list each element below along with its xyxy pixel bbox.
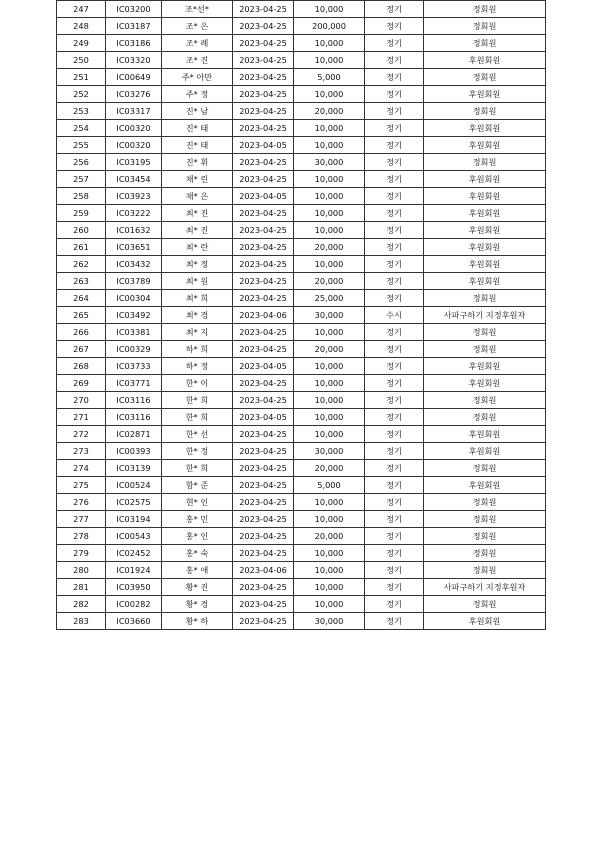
member-category-cell: 정회원	[424, 511, 546, 528]
donor-name-cell: 진* 남	[162, 103, 233, 120]
amount-cell: 10,000	[294, 358, 365, 375]
donor-name-cell: 최* 진	[162, 205, 233, 222]
donation-type-cell: 정기	[365, 426, 424, 443]
member-category-cell: 후원회원	[424, 120, 546, 137]
donation-date-cell: 2023-04-25	[233, 86, 294, 103]
donor-name-cell: 조* 은	[162, 18, 233, 35]
table-row	[57, 307, 546, 324]
donation-date-cell: 2023-04-25	[233, 443, 294, 460]
donor-id-cell: IC03950	[106, 579, 162, 596]
table-row	[57, 154, 546, 171]
donor-name-cell: 하* 희	[162, 341, 233, 358]
donation-date-cell: 2023-04-25	[233, 392, 294, 409]
amount-cell: 10,000	[294, 511, 365, 528]
row-number-cell: 259	[57, 205, 106, 222]
row-number-cell: 260	[57, 222, 106, 239]
row-number-cell: 275	[57, 477, 106, 494]
donor-table-body	[57, 1, 546, 630]
donor-name-cell: 한* 희	[162, 392, 233, 409]
row-number-cell: 255	[57, 137, 106, 154]
member-category-cell: 정회원	[424, 460, 546, 477]
table-row	[57, 392, 546, 409]
row-number-cell: 272	[57, 426, 106, 443]
donor-id-cell: IC01924	[106, 562, 162, 579]
donor-id-cell: IC00543	[106, 528, 162, 545]
donor-id-cell: IC03492	[106, 307, 162, 324]
donation-date-cell: 2023-04-25	[233, 18, 294, 35]
donor-name-cell: 채* 은	[162, 188, 233, 205]
amount-cell: 200,000	[294, 18, 365, 35]
donor-id-cell: IC03660	[106, 613, 162, 630]
donor-id-cell: IC00320	[106, 137, 162, 154]
amount-cell: 20,000	[294, 460, 365, 477]
amount-cell: 10,000	[294, 86, 365, 103]
row-number-cell: 262	[57, 256, 106, 273]
amount-cell: 10,000	[294, 494, 365, 511]
table-row	[57, 256, 546, 273]
member-category-cell: 정회원	[424, 341, 546, 358]
donor-id-cell: IC03222	[106, 205, 162, 222]
donor-name-cell: 주* 아만	[162, 69, 233, 86]
donor-name-cell: 최* 정	[162, 256, 233, 273]
table-row	[57, 579, 546, 596]
table-row	[57, 545, 546, 562]
member-category-cell: 정회원	[424, 103, 546, 120]
row-number-cell: 250	[57, 52, 106, 69]
amount-cell: 20,000	[294, 103, 365, 120]
donation-type-cell: 정기	[365, 222, 424, 239]
amount-cell: 10,000	[294, 256, 365, 273]
donation-date-cell: 2023-04-25	[233, 579, 294, 596]
donor-name-cell: 황* 진	[162, 579, 233, 596]
amount-cell: 20,000	[294, 273, 365, 290]
donor-id-cell: IC03651	[106, 239, 162, 256]
row-number-cell: 256	[57, 154, 106, 171]
member-category-cell: 후원회원	[424, 205, 546, 222]
donation-type-cell: 정기	[365, 52, 424, 69]
donor-name-cell: 한* 정	[162, 443, 233, 460]
member-category-cell: 정회원	[424, 392, 546, 409]
amount-cell: 10,000	[294, 120, 365, 137]
donation-type-cell: 정기	[365, 460, 424, 477]
table-row	[57, 324, 546, 341]
member-category-cell: 정회원	[424, 69, 546, 86]
donation-type-cell: 정기	[365, 375, 424, 392]
table-row	[57, 120, 546, 137]
amount-cell: 10,000	[294, 392, 365, 409]
donation-type-cell: 정기	[365, 511, 424, 528]
table-row	[57, 137, 546, 154]
donor-name-cell: 최* 희	[162, 290, 233, 307]
table-row	[57, 52, 546, 69]
donor-name-cell: 주* 정	[162, 86, 233, 103]
donation-type-cell: 정기	[365, 239, 424, 256]
donation-type-cell: 정기	[365, 613, 424, 630]
table-row	[57, 86, 546, 103]
row-number-cell: 274	[57, 460, 106, 477]
table-row	[57, 443, 546, 460]
donor-name-cell: 채* 린	[162, 171, 233, 188]
donation-date-cell: 2023-04-25	[233, 290, 294, 307]
amount-cell: 10,000	[294, 137, 365, 154]
donation-date-cell: 2023-04-05	[233, 188, 294, 205]
donation-type-cell: 정기	[365, 256, 424, 273]
table-row	[57, 290, 546, 307]
amount-cell: 30,000	[294, 443, 365, 460]
member-category-cell: 후원회원	[424, 273, 546, 290]
member-category-cell: 정회원	[424, 18, 546, 35]
donor-name-cell: 홍* 숙	[162, 545, 233, 562]
amount-cell: 30,000	[294, 154, 365, 171]
donor-id-cell: IC03194	[106, 511, 162, 528]
donor-name-cell: 한* 선	[162, 426, 233, 443]
donation-type-cell: 정기	[365, 86, 424, 103]
member-category-cell: 정회원	[424, 324, 546, 341]
donation-date-cell: 2023-04-25	[233, 460, 294, 477]
donor-id-cell: IC00329	[106, 341, 162, 358]
row-number-cell: 271	[57, 409, 106, 426]
row-number-cell: 266	[57, 324, 106, 341]
donation-date-cell: 2023-04-25	[233, 596, 294, 613]
amount-cell: 20,000	[294, 528, 365, 545]
amount-cell: 30,000	[294, 307, 365, 324]
member-category-cell: 후원회원	[424, 443, 546, 460]
member-category-cell: 정회원	[424, 409, 546, 426]
row-number-cell: 253	[57, 103, 106, 120]
donation-type-cell: 정기	[365, 579, 424, 596]
donation-type-cell: 정기	[365, 273, 424, 290]
member-category-cell: 정회원	[424, 562, 546, 579]
donor-id-cell: IC03381	[106, 324, 162, 341]
amount-cell: 10,000	[294, 562, 365, 579]
row-number-cell: 263	[57, 273, 106, 290]
amount-cell: 30,000	[294, 613, 365, 630]
table-row	[57, 239, 546, 256]
table-row	[57, 273, 546, 290]
amount-cell: 10,000	[294, 579, 365, 596]
donation-type-cell: 정기	[365, 392, 424, 409]
row-number-cell: 265	[57, 307, 106, 324]
row-number-cell: 283	[57, 613, 106, 630]
row-number-cell: 254	[57, 120, 106, 137]
donation-type-cell: 정기	[365, 205, 424, 222]
donor-id-cell: IC00524	[106, 477, 162, 494]
row-number-cell: 276	[57, 494, 106, 511]
member-category-cell: 후원회원	[424, 613, 546, 630]
donation-date-cell: 2023-04-06	[233, 307, 294, 324]
member-category-cell: 후원회원	[424, 86, 546, 103]
donation-date-cell: 2023-04-25	[233, 103, 294, 120]
donation-date-cell: 2023-04-05	[233, 409, 294, 426]
donation-type-cell: 정기	[365, 120, 424, 137]
donor-id-cell: IC03276	[106, 86, 162, 103]
row-number-cell: 257	[57, 171, 106, 188]
amount-cell: 20,000	[294, 239, 365, 256]
table-row	[57, 562, 546, 579]
table-row	[57, 205, 546, 222]
member-category-cell: 후원회원	[424, 239, 546, 256]
donation-date-cell: 2023-04-06	[233, 562, 294, 579]
donor-name-cell: 최* 진	[162, 222, 233, 239]
amount-cell: 5,000	[294, 69, 365, 86]
amount-cell: 10,000	[294, 375, 365, 392]
table-row	[57, 171, 546, 188]
amount-cell: 10,000	[294, 222, 365, 239]
row-number-cell: 279	[57, 545, 106, 562]
donation-date-cell: 2023-04-25	[233, 171, 294, 188]
amount-cell: 25,000	[294, 290, 365, 307]
amount-cell: 10,000	[294, 1, 365, 18]
donor-name-cell: 홍* 인	[162, 528, 233, 545]
row-number-cell: 278	[57, 528, 106, 545]
member-category-cell: 정회원	[424, 494, 546, 511]
row-number-cell: 267	[57, 341, 106, 358]
donor-name-cell: 진* 태	[162, 137, 233, 154]
amount-cell: 10,000	[294, 596, 365, 613]
donation-type-cell: 정기	[365, 188, 424, 205]
table-row	[57, 222, 546, 239]
donation-type-cell: 정기	[365, 528, 424, 545]
row-number-cell: 249	[57, 35, 106, 52]
row-number-cell: 281	[57, 579, 106, 596]
donor-name-cell: 진* 태	[162, 120, 233, 137]
amount-cell: 5,000	[294, 477, 365, 494]
donation-type-cell: 수시	[365, 307, 424, 324]
donation-type-cell: 정기	[365, 69, 424, 86]
donor-name-cell: 한* 희	[162, 409, 233, 426]
member-category-cell: 정회원	[424, 596, 546, 613]
table-row	[57, 341, 546, 358]
donation-type-cell: 정기	[365, 443, 424, 460]
row-number-cell: 268	[57, 358, 106, 375]
donation-date-cell: 2023-04-25	[233, 545, 294, 562]
donor-id-cell: IC02452	[106, 545, 162, 562]
donor-id-cell: IC03454	[106, 171, 162, 188]
donation-date-cell: 2023-04-25	[233, 1, 294, 18]
table-row	[57, 103, 546, 120]
donor-name-cell: 조*선*	[162, 1, 233, 18]
donor-id-cell: IC00649	[106, 69, 162, 86]
donor-name-cell: 최* 원	[162, 273, 233, 290]
table-row	[57, 613, 546, 630]
donation-type-cell: 정기	[365, 137, 424, 154]
member-category-cell: 사파구하기 지정후원자	[424, 579, 546, 596]
donor-name-cell: 홍* 민	[162, 511, 233, 528]
table-row	[57, 426, 546, 443]
donation-date-cell: 2023-04-05	[233, 358, 294, 375]
donor-id-cell: IC00393	[106, 443, 162, 460]
donation-date-cell: 2023-04-25	[233, 239, 294, 256]
row-number-cell: 277	[57, 511, 106, 528]
row-number-cell: 280	[57, 562, 106, 579]
table-row	[57, 69, 546, 86]
row-number-cell: 258	[57, 188, 106, 205]
donation-type-cell: 정기	[365, 477, 424, 494]
donor-id-cell: IC03771	[106, 375, 162, 392]
donation-date-cell: 2023-04-25	[233, 477, 294, 494]
amount-cell: 10,000	[294, 35, 365, 52]
donor-id-cell: IC03432	[106, 256, 162, 273]
donor-name-cell: 조* 례	[162, 35, 233, 52]
donation-type-cell: 정기	[365, 562, 424, 579]
donor-name-cell: 최* 지	[162, 324, 233, 341]
row-number-cell: 282	[57, 596, 106, 613]
donor-name-cell: 최* 경	[162, 307, 233, 324]
donor-id-cell: IC03317	[106, 103, 162, 120]
donation-type-cell: 정기	[365, 18, 424, 35]
table-row	[57, 460, 546, 477]
table-row	[57, 528, 546, 545]
member-category-cell: 사파구하기 지정후원자	[424, 307, 546, 324]
amount-cell: 10,000	[294, 324, 365, 341]
donor-id-cell: IC03923	[106, 188, 162, 205]
member-category-cell: 정회원	[424, 1, 546, 18]
donation-type-cell: 정기	[365, 35, 424, 52]
donation-type-cell: 정기	[365, 596, 424, 613]
table-row	[57, 375, 546, 392]
donor-name-cell: 한* 희	[162, 460, 233, 477]
donation-date-cell: 2023-04-25	[233, 426, 294, 443]
donor-id-cell: IC03195	[106, 154, 162, 171]
donor-id-cell: IC00320	[106, 120, 162, 137]
member-category-cell: 후원회원	[424, 188, 546, 205]
donor-id-cell: IC03116	[106, 409, 162, 426]
donation-type-cell: 정기	[365, 358, 424, 375]
donor-name-cell: 한* 이	[162, 375, 233, 392]
donation-date-cell: 2023-04-25	[233, 205, 294, 222]
row-number-cell: 273	[57, 443, 106, 460]
donor-id-cell: IC03187	[106, 18, 162, 35]
member-category-cell: 후원회원	[424, 137, 546, 154]
amount-cell: 10,000	[294, 426, 365, 443]
table-row	[57, 511, 546, 528]
table-row	[57, 596, 546, 613]
member-category-cell: 후원회원	[424, 256, 546, 273]
member-category-cell: 후원회원	[424, 426, 546, 443]
donor-id-cell: IC03733	[106, 358, 162, 375]
donor-id-cell: IC01632	[106, 222, 162, 239]
amount-cell: 10,000	[294, 188, 365, 205]
member-category-cell: 후원회원	[424, 358, 546, 375]
amount-cell: 20,000	[294, 341, 365, 358]
donation-type-cell: 정기	[365, 409, 424, 426]
donor-id-cell: IC00282	[106, 596, 162, 613]
donation-date-cell: 2023-04-25	[233, 154, 294, 171]
donor-id-cell: IC00304	[106, 290, 162, 307]
row-number-cell: 248	[57, 18, 106, 35]
table-row	[57, 358, 546, 375]
amount-cell: 10,000	[294, 52, 365, 69]
row-number-cell: 252	[57, 86, 106, 103]
member-category-cell: 정회원	[424, 528, 546, 545]
donation-type-cell: 정기	[365, 324, 424, 341]
donation-date-cell: 2023-04-25	[233, 120, 294, 137]
member-category-cell: 정회원	[424, 154, 546, 171]
row-number-cell: 269	[57, 375, 106, 392]
donation-date-cell: 2023-04-25	[233, 613, 294, 630]
row-number-cell: 264	[57, 290, 106, 307]
donation-date-cell: 2023-04-25	[233, 528, 294, 545]
donor-id-cell: IC02575	[106, 494, 162, 511]
row-number-cell: 270	[57, 392, 106, 409]
donor-id-cell: IC02871	[106, 426, 162, 443]
donation-date-cell: 2023-04-05	[233, 137, 294, 154]
donor-id-cell: IC03200	[106, 1, 162, 18]
donation-type-cell: 정기	[365, 494, 424, 511]
member-category-cell: 정회원	[424, 545, 546, 562]
donor-name-cell: 황* 하	[162, 613, 233, 630]
table-row	[57, 477, 546, 494]
table-row	[57, 35, 546, 52]
row-number-cell: 251	[57, 69, 106, 86]
donation-date-cell: 2023-04-25	[233, 69, 294, 86]
donor-name-cell: 황* 경	[162, 596, 233, 613]
amount-cell: 10,000	[294, 409, 365, 426]
donation-date-cell: 2023-04-25	[233, 52, 294, 69]
donation-date-cell: 2023-04-25	[233, 35, 294, 52]
donor-id-cell: IC03139	[106, 460, 162, 477]
donation-date-cell: 2023-04-25	[233, 222, 294, 239]
donor-name-cell: 함* 준	[162, 477, 233, 494]
donor-id-cell: IC03789	[106, 273, 162, 290]
donation-type-cell: 정기	[365, 103, 424, 120]
donation-date-cell: 2023-04-25	[233, 375, 294, 392]
donor-name-cell: 하* 정	[162, 358, 233, 375]
donation-date-cell: 2023-04-25	[233, 273, 294, 290]
table-row	[57, 188, 546, 205]
member-category-cell: 후원회원	[424, 375, 546, 392]
table-row	[57, 409, 546, 426]
member-category-cell: 정회원	[424, 35, 546, 52]
donor-name-cell: 현* 인	[162, 494, 233, 511]
member-category-cell: 후원회원	[424, 171, 546, 188]
donor-table	[56, 0, 546, 630]
table-row	[57, 1, 546, 18]
donation-type-cell: 정기	[365, 154, 424, 171]
donation-type-cell: 정기	[365, 1, 424, 18]
donor-id-cell: IC03186	[106, 35, 162, 52]
donation-date-cell: 2023-04-25	[233, 256, 294, 273]
member-category-cell: 후원회원	[424, 52, 546, 69]
row-number-cell: 261	[57, 239, 106, 256]
donation-type-cell: 정기	[365, 290, 424, 307]
donation-date-cell: 2023-04-25	[233, 511, 294, 528]
table-row	[57, 18, 546, 35]
donor-name-cell: 조* 진	[162, 52, 233, 69]
table-row	[57, 494, 546, 511]
member-category-cell: 정회원	[424, 290, 546, 307]
donation-type-cell: 정기	[365, 545, 424, 562]
donation-date-cell: 2023-04-25	[233, 324, 294, 341]
donor-id-cell: IC03320	[106, 52, 162, 69]
donor-name-cell: 홍* 애	[162, 562, 233, 579]
donor-name-cell: 최* 란	[162, 239, 233, 256]
row-number-cell: 247	[57, 1, 106, 18]
member-category-cell: 후원회원	[424, 222, 546, 239]
donor-name-cell: 진* 휘	[162, 154, 233, 171]
amount-cell: 10,000	[294, 171, 365, 188]
member-category-cell: 후원회원	[424, 477, 546, 494]
donation-date-cell: 2023-04-25	[233, 341, 294, 358]
amount-cell: 10,000	[294, 205, 365, 222]
donation-date-cell: 2023-04-25	[233, 494, 294, 511]
donation-type-cell: 정기	[365, 171, 424, 188]
donation-type-cell: 정기	[365, 341, 424, 358]
amount-cell: 10,000	[294, 545, 365, 562]
donor-id-cell: IC03116	[106, 392, 162, 409]
